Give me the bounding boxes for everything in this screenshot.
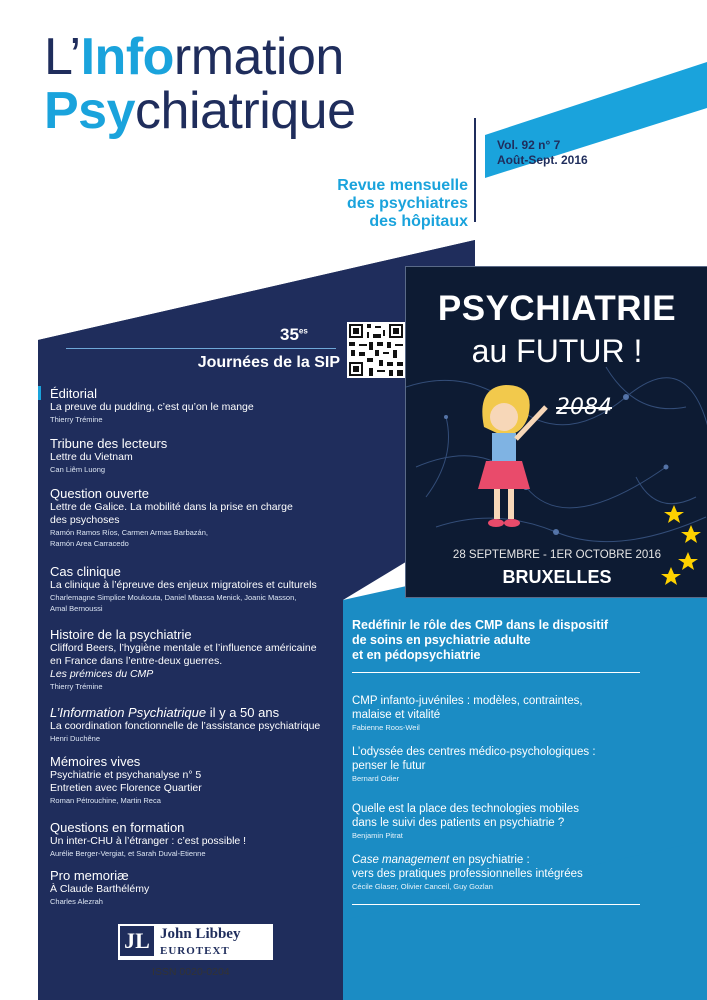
toc-section-heading: Histoire de la psychiatrie [50,627,192,642]
toc-section-heading: Cas clinique [50,564,121,579]
dossier-article-authors: Fabienne Roos-Weil [352,723,420,732]
toc-authors: Charlemagne Simplice Moukouta, Daniel Mbassa Menick, Joanic Masson, [50,593,297,602]
toc-section-heading: Pro memoriæ [50,868,129,883]
toc-authors: Can Liêm Luong [50,465,106,474]
toc-section [50,564,340,614]
poster-title-line2: au FUTUR ! [471,333,643,369]
toc-article-title: Lettre du Vietnam [50,451,133,463]
dossier-article-title: malaise et vitalité [352,709,441,721]
dossier-article-title: L’odyssée des centres médico-psychologiques : [352,746,596,758]
congress-poster [405,266,707,598]
issue-date: Août-Sept. 2016 [497,153,588,167]
toc-authors: Henri Duchêne [50,734,101,743]
dossier-divider-top [352,672,640,673]
dossier-article-title: Quelle est la place des technologies mobiles [352,803,579,815]
dossier-article-title: dans le suivi des patients en psychiatrie ? [352,817,565,829]
section-marker [38,386,41,400]
dossier-article [352,853,642,892]
dossier-article-title: vers des pratiques professionnelles intégrées [352,868,583,880]
toc-section [50,386,340,425]
toc-authors: Ramón Ramos Ríos, Carmen Armas Barbazán, [50,528,208,537]
dossier-article-authors: Benjamin Pitrat [352,831,403,840]
toc-authors: Aurélie Berger-Vergiat, et Sarah Duval-Etienne [50,849,206,858]
issn: ISSN 0020-0204 [152,966,230,978]
poster-city: BRUXELLES [502,567,612,587]
toc-article-title: des psychoses [50,514,120,526]
toc-section-heading: Tribune des lecteurs [50,436,168,451]
toc-article-title: Psychiatrie et psychanalyse n° 5 [50,769,202,781]
sip-title: Journées de la SIP [197,354,340,371]
dossier-article-authors: Cécile Glaser, Olivier Canceil, Guy Gozlan [352,882,493,891]
publisher-logo [117,923,274,961]
journal-subtitle: Revue mensuelle des psychiatres des hôpitaux [337,177,468,230]
dossier-article [352,694,642,733]
poster-year: 2084 [556,395,612,420]
toc-section-heading: Mémoires vives [50,754,141,769]
dossier-article-title: penser le futur [352,760,426,772]
toc-article-title: Les prémices du CMP [50,668,154,680]
toc-section-heading: Question ouverte [50,486,150,501]
dossier-article-title: Case management en psychiatrie : [352,854,530,866]
sip-divider [66,348,336,349]
dossier-article-authors: Bernard Odier [352,774,400,783]
toc-article-title: Un inter-CHU à l’étranger : c’est possible ! [50,835,247,847]
dossier-article [352,745,642,784]
toc-section-heading: Questions en formation [50,820,185,835]
dossier-heading: Redéfinir le rôle des CMP dans le dispositif de soins en psychiatrie adulte et en pédopsychiatrie [352,618,609,662]
publisher-sub: EUROTEXT [160,945,230,957]
qr-code-icon [347,322,405,378]
publisher-logo-mark: JL [120,926,154,956]
toc-section [50,486,340,549]
poster-title-line1: PSYCHIATRIE [437,289,677,328]
toc-article-title: La coordination fonctionnelle de l’assistance psychiatrique [50,720,321,732]
girl-illustration [478,385,546,527]
toc-article-title: La clinique à l’épreuve des enjeux migratoires et culturels [50,579,317,591]
toc-section [50,436,340,475]
toc-section [50,627,340,692]
toc-article-title: Entretien avec Florence Quartier [50,782,202,794]
toc-authors: Thierry Trémine [50,415,103,424]
toc-section [50,754,340,806]
toc-authors: Thierry Trémine [50,682,103,691]
sip-edition: $35^{es}$ [280,325,308,344]
dossier-divider-bottom [352,904,640,905]
volume-number: Vol. 92 n° 7 [497,138,561,152]
toc-article-title: La preuve du pudding, c’est qu’on le mange [50,401,254,413]
toc-authors: Amal Bernoussi [50,604,103,613]
toc-article-title: en France dans l’entre-deux guerres. [50,655,223,667]
issue-info [497,138,588,168]
toc-section-heading: Éditorial [50,386,97,401]
toc-authors: Roman Pétrouchine, Martin Reca [50,796,161,805]
dossier-article [352,802,642,841]
toc-section [50,705,340,744]
toc-article-title: À Claude Barthélémy [50,883,150,895]
qr-code[interactable] [347,322,405,378]
toc-article-title: Lettre de Galice. La mobilité dans la prise en charge [50,501,293,513]
toc-section [50,820,340,859]
toc-section-heading: L’Information Psychiatrique il y a 50 ans [50,705,280,720]
toc-article-title: Clifford Beers, l’hygiène mentale et l’influence américaine [50,642,317,654]
toc-section [50,868,340,907]
toc-authors: Ramón Area Carracedo [50,539,129,548]
dossier-article-title: CMP infanto-juvéniles : modèles, contraintes, [352,695,583,707]
title-divider [474,118,476,222]
poster-dates: 28 SEPTEMBRE - 1ER OCTOBRE 2016 [452,549,662,561]
publisher-name: John Libbey [160,926,241,942]
toc-authors: Charles Alezrah [50,897,103,906]
